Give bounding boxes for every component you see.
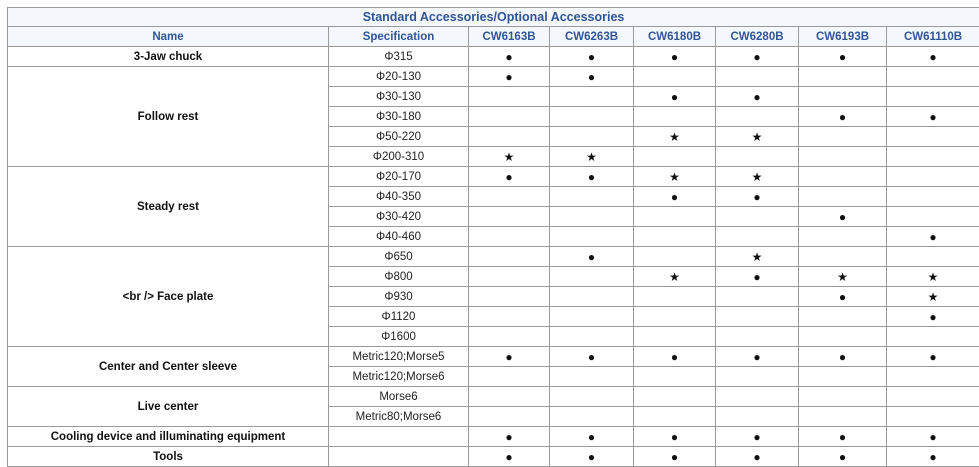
availability-mark: ● [550,47,634,67]
specification-cell [329,427,469,447]
availability-mark: ● [799,207,887,227]
availability-mark [634,107,716,127]
availability-mark [716,67,799,87]
availability-mark [887,187,979,207]
column-header: CW6163B [469,27,550,47]
availability-mark: ● [799,47,887,67]
availability-mark: ★ [716,127,799,147]
availability-mark: ● [887,47,979,67]
availability-mark: ● [716,187,799,207]
specification-cell: Φ930 [329,287,469,307]
availability-mark [634,327,716,347]
availability-mark: ● [887,347,979,367]
availability-mark: ★ [887,287,979,307]
specification-cell: Φ20-130 [329,67,469,87]
availability-mark [887,207,979,227]
specification-cell: Morse6 [329,387,469,407]
availability-mark: ★ [887,267,979,287]
specification-cell: Metric80;Morse6 [329,407,469,427]
availability-mark [550,127,634,147]
availability-mark [469,247,550,267]
availability-mark [634,207,716,227]
availability-mark: ● [716,87,799,107]
availability-mark [550,207,634,227]
specification-cell [329,447,469,467]
availability-mark: ● [634,447,716,467]
availability-mark [799,167,887,187]
availability-mark [634,387,716,407]
availability-mark: ● [887,427,979,447]
availability-mark: ● [799,427,887,447]
availability-mark [550,107,634,127]
availability-mark [716,407,799,427]
availability-mark [799,227,887,247]
availability-mark [634,287,716,307]
availability-mark: ● [634,47,716,67]
availability-mark: ● [716,347,799,367]
availability-mark: ● [634,347,716,367]
specification-cell: Φ40-460 [329,227,469,247]
availability-mark [469,307,550,327]
availability-mark [799,367,887,387]
specification-cell: Φ30-420 [329,207,469,227]
specification-cell: Metric120;Morse6 [329,367,469,387]
availability-mark: ● [799,447,887,467]
availability-mark: ● [469,167,550,187]
availability-mark: ● [550,247,634,267]
availability-mark [469,407,550,427]
availability-mark [799,147,887,167]
availability-mark [716,307,799,327]
accessory-name: Live center [8,387,329,427]
availability-mark [887,167,979,187]
table-row [8,347,979,367]
column-header: CW6180B [634,27,716,47]
availability-mark: ● [550,347,634,367]
availability-mark: ● [550,167,634,187]
accessory-name: Steady rest [8,167,329,247]
availability-mark: ★ [799,267,887,287]
availability-mark [716,207,799,227]
table-row [8,67,979,87]
accessories-table [7,7,979,467]
table-row [8,247,979,267]
availability-mark [469,127,550,147]
availability-mark [634,247,716,267]
availability-mark: ★ [634,127,716,147]
table-header-row [8,27,979,47]
availability-mark: ● [887,227,979,247]
specification-cell: Φ1600 [329,327,469,347]
availability-mark [716,227,799,247]
accessory-name: <br /> Face plate [8,247,329,347]
specification-cell: Φ50-220 [329,127,469,147]
availability-mark [550,87,634,107]
column-header: CW61110B [887,27,979,47]
accessory-name: Tools [8,447,329,467]
availability-mark: ● [799,287,887,307]
table-row [8,427,979,447]
availability-mark [887,327,979,347]
availability-mark: ● [550,427,634,447]
availability-mark [887,127,979,147]
availability-mark [634,67,716,87]
availability-mark [799,67,887,87]
availability-mark [634,307,716,327]
availability-mark: ★ [716,167,799,187]
accessory-name: Cooling device and illuminating equipment [8,427,329,447]
table-row [8,167,979,187]
availability-mark [799,407,887,427]
availability-mark: ● [634,87,716,107]
table-title: Standard Accessories/Optional Accessories [8,8,979,27]
availability-mark [887,407,979,427]
specification-cell: Φ800 [329,267,469,287]
availability-mark [469,287,550,307]
availability-mark [716,327,799,347]
specification-cell: Φ1120 [329,307,469,327]
availability-mark [887,247,979,267]
accessory-name: 3-Jaw chuck [8,47,329,67]
column-header: CW6263B [550,27,634,47]
availability-mark [469,267,550,287]
availability-mark [469,107,550,127]
availability-mark [799,387,887,407]
availability-mark [799,127,887,147]
availability-mark [716,287,799,307]
availability-mark [550,407,634,427]
accessories-table-container [7,7,979,467]
availability-mark: ★ [550,147,634,167]
specification-cell: Φ20-170 [329,167,469,187]
availability-mark [550,387,634,407]
availability-mark: ● [716,267,799,287]
availability-mark [469,207,550,227]
availability-mark: ★ [469,147,550,167]
availability-mark [469,87,550,107]
availability-mark [887,367,979,387]
availability-mark [799,307,887,327]
availability-mark: ★ [716,247,799,267]
table-row [8,447,979,467]
column-header: CW6193B [799,27,887,47]
availability-mark: ● [634,187,716,207]
specification-cell: Metric120;Morse5 [329,347,469,367]
availability-mark: ● [716,47,799,67]
availability-mark: ● [469,47,550,67]
availability-mark [716,367,799,387]
availability-mark: ● [799,107,887,127]
availability-mark: ★ [634,167,716,187]
specification-cell: Φ650 [329,247,469,267]
availability-mark [634,147,716,167]
availability-mark: ● [716,427,799,447]
availability-mark [550,227,634,247]
availability-mark: ● [634,427,716,447]
availability-mark: ● [550,447,634,467]
availability-mark [550,187,634,207]
column-header: Specification [329,27,469,47]
specification-cell: Φ315 [329,47,469,67]
availability-mark [716,147,799,167]
availability-mark [550,307,634,327]
availability-mark [469,367,550,387]
availability-mark: ● [469,427,550,447]
specification-cell: Φ40-350 [329,187,469,207]
table-caption-row [8,8,979,27]
availability-mark [887,147,979,167]
specification-cell: Φ200-310 [329,147,469,167]
availability-mark [887,67,979,87]
availability-mark: ● [887,107,979,127]
availability-mark [716,107,799,127]
availability-mark: ● [799,347,887,367]
availability-mark [550,287,634,307]
availability-mark [550,367,634,387]
availability-mark [799,247,887,267]
availability-mark [469,327,550,347]
availability-mark: ● [469,347,550,367]
availability-mark: ● [716,447,799,467]
availability-mark: ● [550,67,634,87]
availability-mark [469,387,550,407]
availability-mark [799,87,887,107]
availability-mark: ● [469,67,550,87]
availability-mark [550,327,634,347]
availability-mark: ● [887,447,979,467]
availability-mark [887,387,979,407]
table-row [8,47,979,67]
availability-mark [799,187,887,207]
availability-mark: ● [469,447,550,467]
availability-mark [799,327,887,347]
specification-cell: Φ30-180 [329,107,469,127]
accessory-name: Follow rest [8,67,329,167]
table-body [8,47,979,467]
availability-mark [550,267,634,287]
availability-mark [634,367,716,387]
column-header: Name [8,27,329,47]
availability-mark: ★ [634,267,716,287]
availability-mark [716,387,799,407]
specification-cell: Φ30-130 [329,87,469,107]
accessory-name: Center and Center sleeve [8,347,329,387]
availability-mark [634,227,716,247]
column-header: CW6280B [716,27,799,47]
availability-mark [469,187,550,207]
table-row [8,387,979,407]
availability-mark: ● [887,307,979,327]
availability-mark [634,407,716,427]
availability-mark [887,87,979,107]
availability-mark [469,227,550,247]
